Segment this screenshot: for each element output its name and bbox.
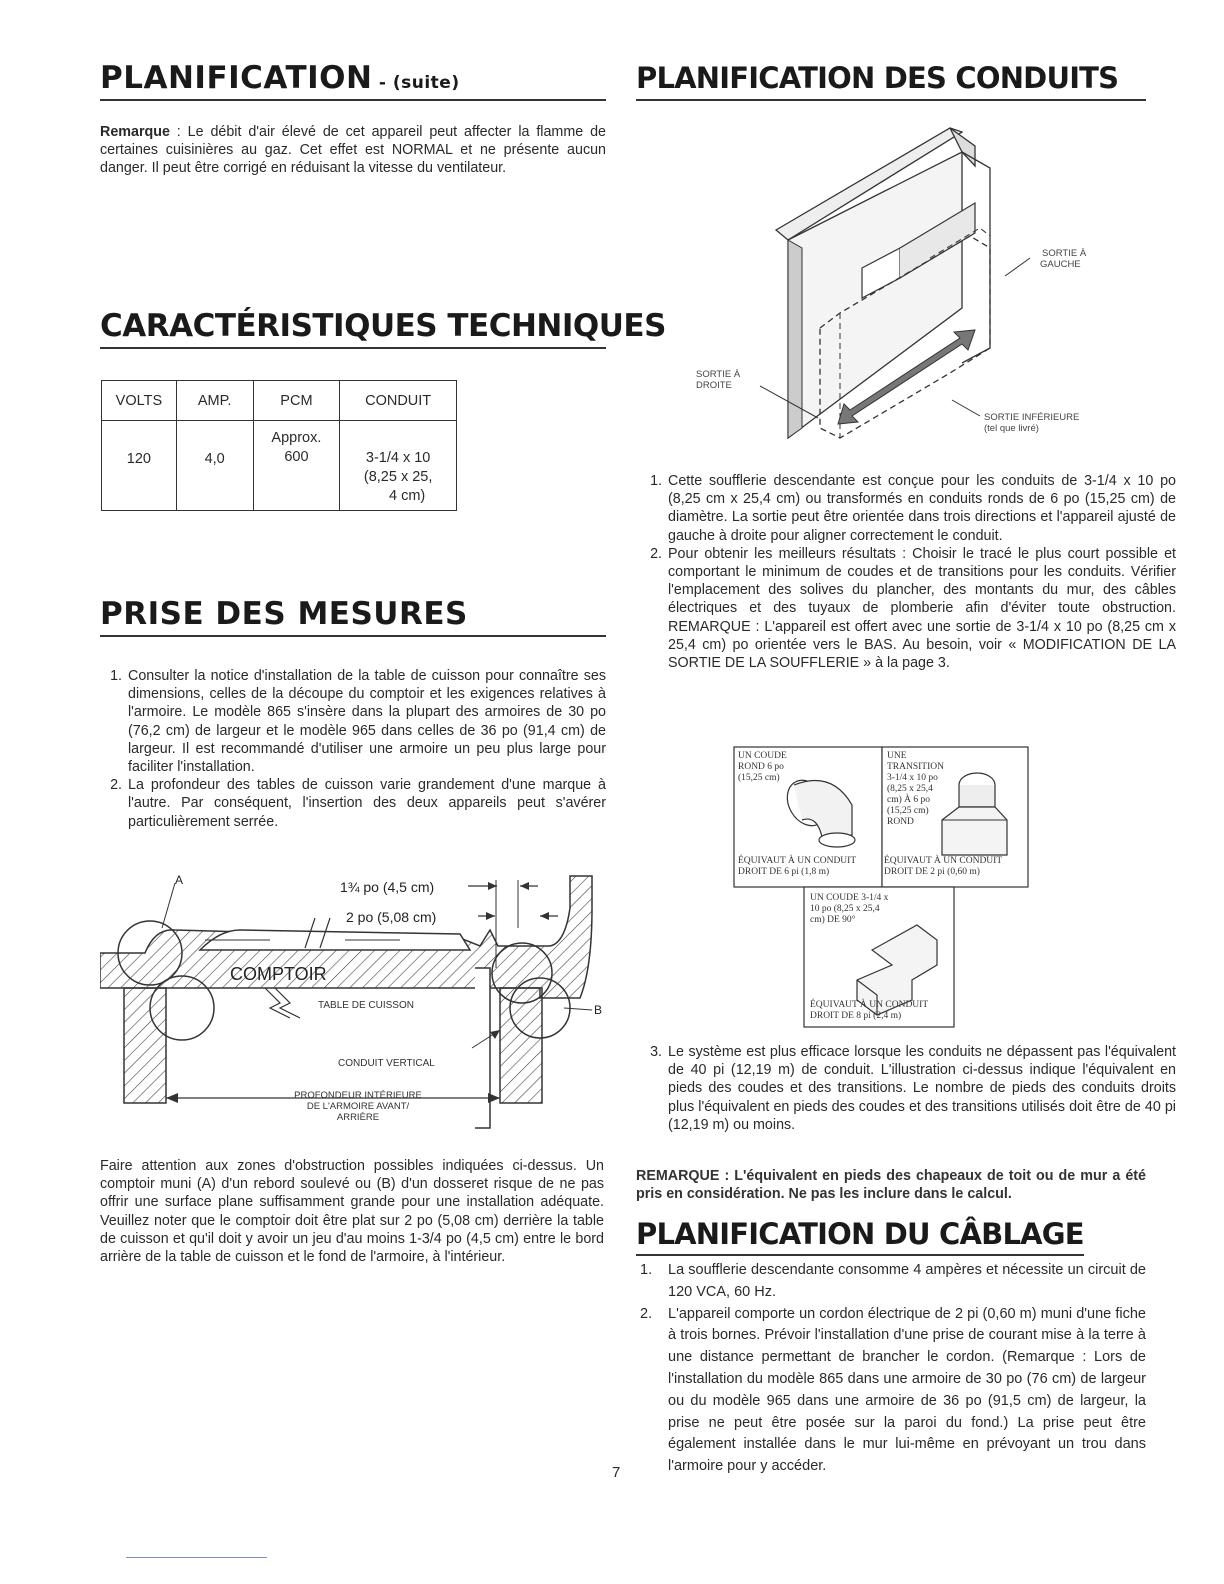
conduit-line1: 3-1/4 x 10 xyxy=(365,450,431,466)
specs-conduit-value xyxy=(340,421,457,511)
diagram-cooktop: TABLE DE CUISSON xyxy=(318,1000,414,1011)
wiring-title xyxy=(636,1216,1146,1259)
diagram-label-b: B xyxy=(594,1003,603,1017)
bottom-outlet-2: (tel que livré) xyxy=(984,423,1039,434)
measures-title-text: PRISE DES MESURES xyxy=(100,596,468,632)
transition-2: TRANSITION xyxy=(887,762,944,772)
fittings-diagram xyxy=(732,745,1032,1030)
conduit-line3: 4 cm) xyxy=(389,488,426,504)
diagram-depth-1: PROFONDEUR INTÉRIEURE xyxy=(294,1090,422,1101)
specs-amp-value xyxy=(176,421,253,511)
transition-5: cm) À 6 po xyxy=(887,795,931,805)
blower-diagram xyxy=(690,118,1110,448)
transition-eq2: DROIT DE 2 pi (0,60 m) xyxy=(884,867,980,877)
diagram-depth-3: ARRIÈRE xyxy=(336,1112,380,1123)
roof-caps-note: REMARQUE : L'équivalent en pieds des chapeaux de toit ou de mur a été pris en considération. Ne pas les inclure dans le calcul. xyxy=(636,1168,1146,1203)
measures-list xyxy=(100,667,606,831)
bottom-outlet-1: SORTIE INFÉRIEURE xyxy=(984,412,1080,423)
remark-text: : Le débit d'air élevé de cet appareil peut affecter la flamme de certaines cuisinières au gaz. Cet effet est NORMAL et ne présente aucun danger. Il peut être corrigé en réduisant la vitesse du ventilateur. xyxy=(100,124,606,177)
wiring-item-2 xyxy=(640,1304,1146,1478)
specs-header-volts: VOLTS xyxy=(102,381,177,421)
remark-label: Remarque xyxy=(100,124,170,140)
wiring-title-text: PLANIFICATION DU CÂBLAGE xyxy=(636,1217,1084,1256)
remark-paragraph xyxy=(100,123,606,178)
diagram-dim2: 2 po (5,08 cm) xyxy=(346,909,437,925)
transition-eq1: ÉQUIVAUT À UN CONDUIT xyxy=(884,856,1003,866)
page-number: 7 xyxy=(612,1464,621,1481)
measures-title xyxy=(100,596,606,637)
specs-pcm-value xyxy=(253,421,340,511)
elbow-rect-1: UN COUDE 3-1/4 x xyxy=(810,893,889,903)
counter-diagram xyxy=(100,868,606,1148)
left-outlet-1: SORTIE À xyxy=(1042,248,1087,259)
diagram-counter: COMPTOIR xyxy=(230,964,327,984)
obstruction-paragraph: Faire attention aux zones d'obstruction possibles indiquées ci-dessus. Un comptoir muni (A) d'un rebord soulevé ou (B) d'un dosseret risque de ne pas offrir une surface plane suffisamment grande pour une installation adéquate. Veuillez noter que le comptoir doit être plat sur 2 po (5,08 cm) derrière la table de cuisson et qu'il doit y avoir un jeu d'au moins 1-3/4 po (4,5 cm) entre le bord arrière de la table de cuisson et le fond de l'armoire, à l'intérieur. xyxy=(100,1158,604,1266)
ducts-list-b xyxy=(636,1043,1176,1134)
wiring-num-2: 2. xyxy=(640,1305,653,1322)
elbow-rect-2: 10 po (8,25 x 25,4 xyxy=(810,904,880,914)
wiring-text-1: La soufflerie descendante consomme 4 ampères et nécessite un circuit de 120 VCA, 60 Hz. xyxy=(668,1262,1146,1300)
transition-7: ROND xyxy=(887,817,914,827)
footer-rule xyxy=(126,1557,267,1558)
elbow-round-eq1: ÉQUIVAUT À UN CONDUIT xyxy=(738,856,857,866)
ducts-title-text: PLANIFICATION DES CONDUITS xyxy=(636,61,1119,95)
pcm-line1: Approx. xyxy=(271,430,322,446)
wiring-text-2: L'appareil comporte un cordon électrique de 2 pi (0,60 m) muni d'une fiche à trois bornes. Prévoir l'installation d'une prise de courant mise à la terre à une distance permettant de brancher le cordon. (Remarque : Lors de l'installation du modèle 865 dans une armoire de 30 po (76 cm) de largeur ou du modèle 965 dans une armoire de 36 po (91,5 cm) de largeur, la prise ne peut être posée sur la paroi du fond.) La prise peut être également installée dans le mur lui-même en prévoyant un trou dans l'armoire pour y accéder. xyxy=(668,1305,1146,1475)
diagram-vertical-duct: CONDUIT VERTICAL xyxy=(338,1058,435,1069)
elbow-round-2: ROND 6 po xyxy=(738,762,784,772)
elbow-round-1: UN COUDE xyxy=(738,751,787,761)
diagram-dim1: 1¾ po (4,5 cm) xyxy=(340,879,435,895)
wiring-list xyxy=(640,1260,1146,1478)
specs-title xyxy=(100,308,666,349)
specs-table xyxy=(101,380,457,511)
wiring-num-1: 1. xyxy=(640,1262,653,1278)
elbow-rect-eq1: ÉQUIVAUT À UN CONDUIT xyxy=(810,1000,929,1010)
transition-4: (8,25 x 25,4 xyxy=(887,784,933,794)
ducts-item-2: 2. Pour obtenir les meilleurs résultats : Choisir le tracé le plus court possible et comportant le minimum de coudes et de transitions pour les conduits. Vérifier l'emplacement des solives du plancher, des montants du mur, des câbles électriques et des tuyaux de plomberie afin d'éviter toute obstruction. REMARQUE : L'appareil est offert avec une sortie de 3-1/4 x 10 po (8,25 cm x 25,4 cm) po orientée vers le BAS. Au besoin, voir « MODIFICATION DE LA SORTIE DE LA SOUFFLERIE » à la page 3. xyxy=(666,545,1176,672)
specs-volts-value xyxy=(102,421,177,511)
specs-header-amp: AMP. xyxy=(176,381,253,421)
ducts-title xyxy=(636,60,1146,101)
measures-item-2: 2. La profondeur des tables de cuisson varie grandement d'une marque à l'autre. Par conséquent, l'insertion des deux appareils peut s'avérer particulièrement serrée. xyxy=(126,776,606,831)
specs-header-conduit: CONDUIT xyxy=(340,381,457,421)
elbow-rect-eq2: DROIT DE 8 pi (2,4 m) xyxy=(810,1011,902,1021)
transition-3: 3-1/4 x 10 po xyxy=(887,773,938,783)
specs-header-pcm: PCM xyxy=(253,381,340,421)
ducts-item-1: 1. Cette soufflerie descendante est conçue pour les conduits de 3-1/4 x 10 po (8,25 cm x 25,4 cm) ou transformés en conduits ronds de 6 po (15,25 cm) de diamètre. La sortie peut être orientée dans trois directions et l'appareil ajusté de gauche à droite pour aligner correctement le conduit. xyxy=(666,472,1176,545)
transition-1: UNE xyxy=(887,751,907,761)
volts-value: 120 xyxy=(126,451,151,467)
right-outlet-2: DROITE xyxy=(696,380,732,391)
ducts-item-3: 3. Le système est plus efficace lorsque les conduits ne dépassent pas l'équivalent de 40 pi (12,19 m) de conduit. L'illustration ci-dessus indique l'équivalent en pieds des coudes et des transitions. Le nombre de pieds des conduits droits plus l'équivalent en pieds des coudes et des transitions utilisés doit être de 40 pi (12,19 m) ou moins. xyxy=(666,1043,1176,1134)
measures-item-1: 1. Consulter la notice d'installation de la table de cuisson pour connaître ses dimensions, celles de la découpe du comptoir et les exigences relatives à l'armoire. Le modèle 865 s'insère dans la plupart des armoires de 30 po (76,2 cm) de largeur et le modèle 965 dans celles de 36 po (91,4 cm) de largeur. Il est recommandé d'utiliser une armoire un peu plus large pour faciliter l'installation. xyxy=(126,667,606,776)
elbow-round-eq2: DROIT DE 6 pi (1,8 m) xyxy=(738,867,830,877)
right-outlet-1: SORTIE À xyxy=(696,369,741,380)
ducts-list-a xyxy=(636,472,1176,672)
transition-6: (15,25 cm) xyxy=(887,806,929,816)
planning-title-suffix: - (suite) xyxy=(372,73,460,93)
specs-title-text: CARACTÉRISTIQUES TECHNIQUES xyxy=(100,308,666,344)
conduit-line2: (8,25 x 25, xyxy=(363,469,433,485)
elbow-round-3: (15,25 cm) xyxy=(738,773,780,783)
planning-title xyxy=(100,60,606,101)
left-outlet-2: GAUCHE xyxy=(1040,259,1081,270)
elbow-rect-3: cm) DE 90° xyxy=(810,915,856,925)
amp-value: 4,0 xyxy=(204,451,225,467)
planning-title-text: PLANIFICATION xyxy=(100,60,373,96)
diagram-label-a: A xyxy=(175,873,184,887)
diagram-depth-2: DE L'ARMOIRE AVANT/ xyxy=(306,1101,410,1112)
wiring-item-1 xyxy=(640,1260,1146,1304)
pcm-line2: 600 xyxy=(284,449,309,465)
